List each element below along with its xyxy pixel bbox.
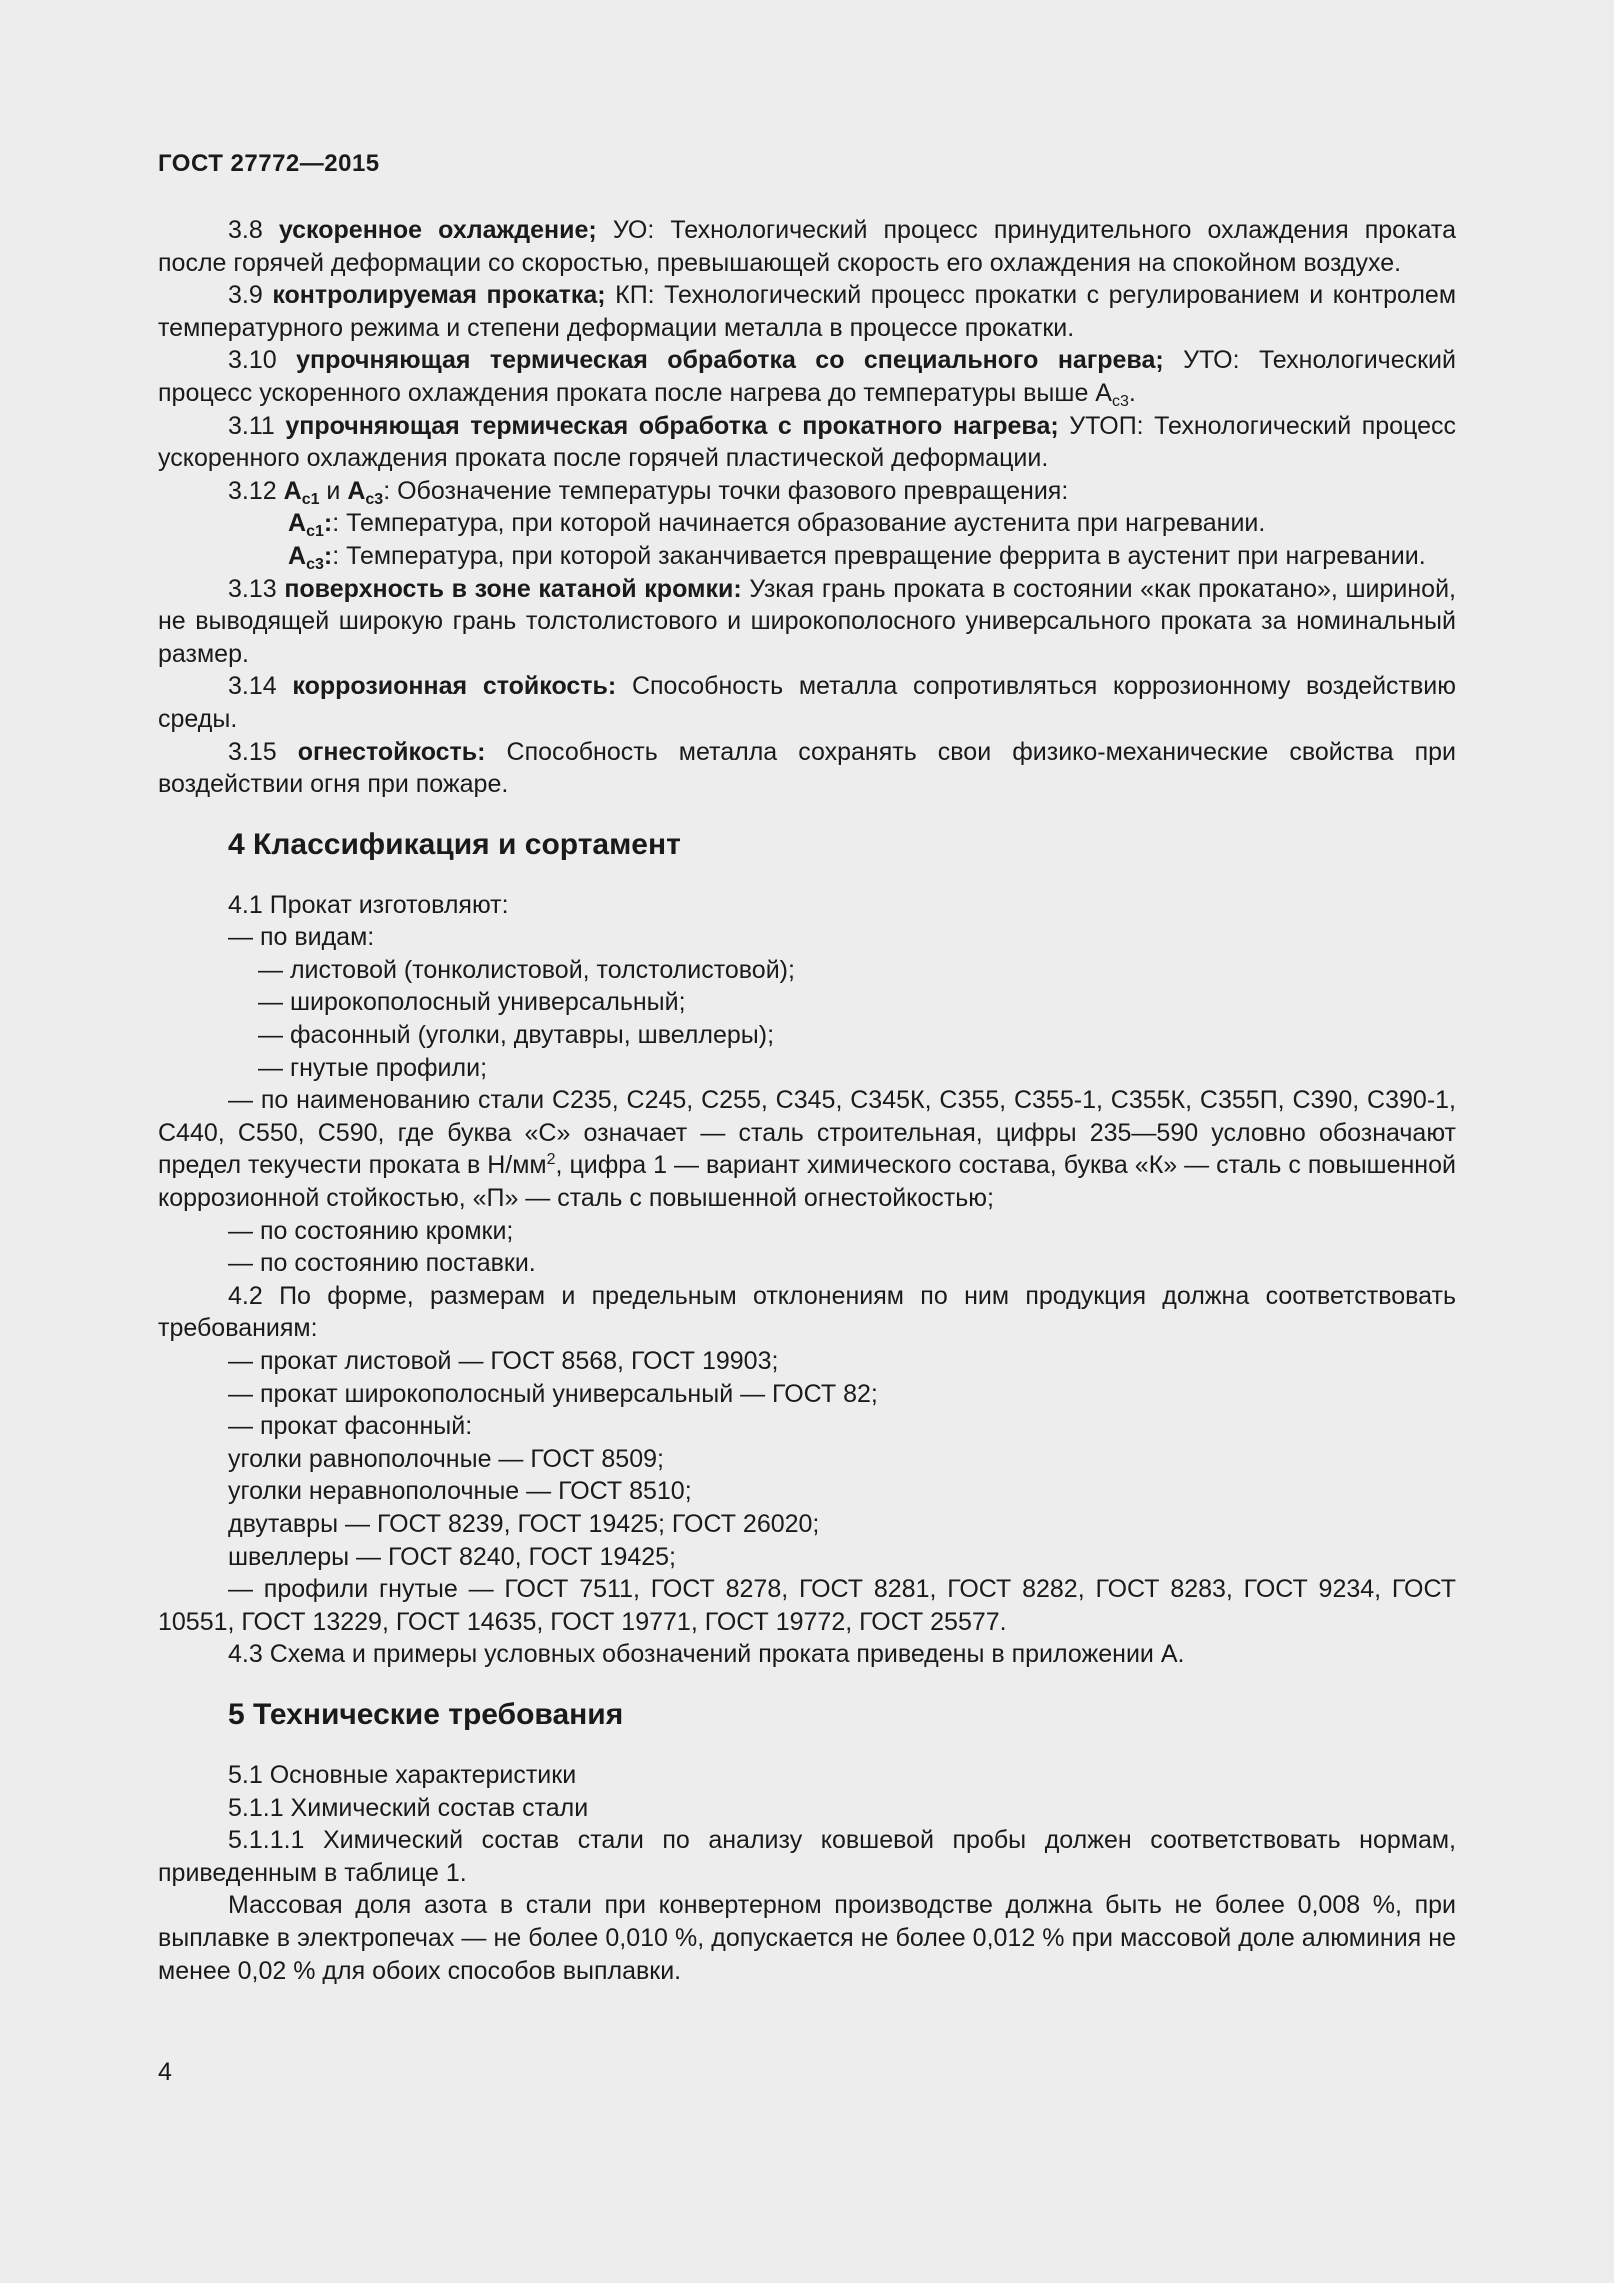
term-3-15: 3.15 огнестойкость: Способность металла сохранять свои физико-механические свойства при воздействии огня при пожаре. bbox=[158, 737, 1456, 799]
para-4-1: 4.1 Прокат изготовляют: bbox=[228, 890, 509, 919]
term-3-12: 3.12 $A_{c1}$ и $A_{c3}$: Обозначение температуры точки фазового превращения: bbox=[228, 476, 1069, 508]
document-header: ГОСТ 27772—2015 bbox=[158, 150, 380, 177]
page-number: 4 bbox=[158, 2058, 172, 2086]
para-4-3: 4.3 Схема и примеры условных обозначений проката приведены в приложении А. bbox=[228, 1640, 1185, 1669]
term-3-8: 3.8 ускоренное охлаждение; УО: Технологический процесс принудительного охлаждения проката после горячей деформации со скоростью, превышающей скорость его охлаждения на спокойном воздухе. bbox=[158, 216, 1457, 277]
list-by-name: — по наименованию стали С235, С245, С255, С345, С345К, С355, С355-1, С355К, С355П, С390, С390-1, С440, С550, С590, где буква «С» означает — сталь строительная, цифры 235—590 условно обозначают предел текучести проката в $Н/мм^2$, цифра 1 — вариант химического состава, буква «К» — сталь с повышенной коррозионной стойкостью, «П» — сталь с повышенной огнестойкостью; bbox=[158, 1086, 1456, 1213]
list-item: — гнутые профили; bbox=[258, 1053, 488, 1082]
para-4-2: 4.2 По форме, размерам и предельным отклонениям по ним продукция должна соответствовать требованиям: bbox=[158, 1281, 1456, 1343]
list-item: — фасонный (уголки, двутавры, швеллеры); bbox=[258, 1021, 775, 1050]
list-item: — широкополосный универсальный; bbox=[258, 988, 686, 1017]
term-3-12-ac3: $A_{c3}$:: Температура, при которой заканчивается превращение феррита в аустенит при нагревании. bbox=[288, 541, 1426, 573]
list-item: уголки равнополочные — ГОСТ 8509; bbox=[228, 1444, 664, 1473]
list-item: двутавры — ГОСТ 8239, ГОСТ 19425; ГОСТ 26020; bbox=[228, 1509, 820, 1538]
term-3-13: 3.13 поверхность в зоне катаной кромки: Узкая грань проката в состоянии «как прокатано», шириной, не выводящей широкую грань толстолистового и широкополосного универсального проката за номинальный размер. bbox=[158, 574, 1456, 668]
list-item: — прокат листовой — ГОСТ 8568, ГОСТ 19903; bbox=[228, 1347, 779, 1375]
term-3-11: 3.11 упрочняющая термическая обработка с прокатного нагрева; УТОП: Технологический процесс ускоренного охлаждения проката после горячей пластической деформации. bbox=[158, 411, 1456, 473]
term-3-14: 3.14 коррозионная стойкость: Способность металла сопротивляться коррозионному воздействию среды. bbox=[158, 672, 1456, 733]
term-3-9: 3.9 контролируемая прокатка; КП: Технологический процесс прокатки с регулированием и контролем температурного режима и степени деформации металла в процессе прокатки. bbox=[158, 281, 1457, 342]
list-by-type: — по видам: bbox=[228, 923, 375, 952]
list-item: швеллеры — ГОСТ 8240, ГОСТ 19425; bbox=[228, 1542, 676, 1571]
list-item: — листовой (тонколистовой, толстолистовой); bbox=[258, 955, 795, 984]
para-5-1-1: 5.1.1 Химический состав стали bbox=[228, 1793, 589, 1822]
term-3-10: 3.10 упрочняющая термическая обработка со специального нагрева; УТО: Технологический процесс ускоренного охлаждения проката после нагрева до температуры выше $A_{c3}$. bbox=[158, 346, 1456, 410]
list-bent-profiles: — профили гнутые — ГОСТ 7511, ГОСТ 8278, ГОСТ 8281, ГОСТ 8282, ГОСТ 8283, ГОСТ 9234, ГОСТ 10551, ГОСТ 13229, ГОСТ 14635, ГОСТ 19771, ГОСТ 19772, ГОСТ 25577. bbox=[158, 1575, 1456, 1636]
para-5-1-1-1: 5.1.1.1 Химический состав стали по анализу ковшевой пробы должен соответствовать нормам, приведенным в таблице 1. bbox=[158, 1826, 1456, 1887]
list-item: уголки неравнополочные — ГОСТ 8510; bbox=[228, 1477, 692, 1506]
section-5-title: 5 Технические требования bbox=[228, 1697, 624, 1731]
para-nitrogen: Массовая доля азота в стали при конвертерном производстве должна быть не более 0,008 %, при выплавке в электропечах — не более 0,010 %, допускается не более 0,012 % при массовой доле алюминия не менее 0,02 % для обоих способов выплавки. bbox=[158, 1891, 1456, 1985]
para-5-1: 5.1 Основные характеристики bbox=[228, 1760, 577, 1789]
list-by-delivery: — по состоянию поставки. bbox=[228, 1249, 536, 1278]
term-3-12-ac1: $A_{c1}$:: Температура, при которой начинается образование аустенита при нагревании. bbox=[288, 509, 1266, 541]
section-4-title: 4 Классификация и сортамент bbox=[228, 827, 681, 861]
list-item: — прокат широкополосный универсальный — ГОСТ 82; bbox=[228, 1379, 878, 1408]
list-by-edge: — по состоянию кромки; bbox=[228, 1216, 514, 1245]
document-body bbox=[158, 214, 1456, 1987]
list-item: — прокат фасонный: bbox=[228, 1412, 473, 1441]
